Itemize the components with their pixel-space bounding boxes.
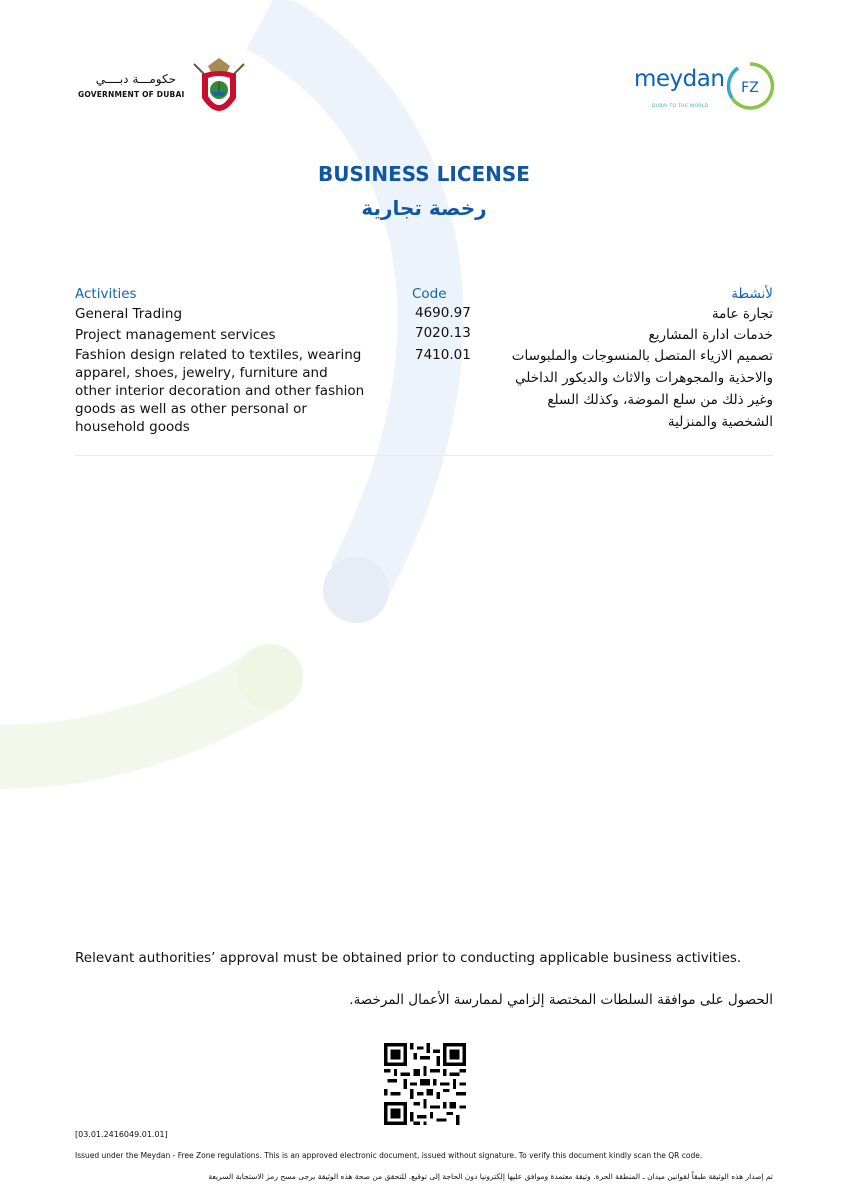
activity-name: General Trading	[75, 306, 183, 322]
fz-ring-icon	[724, 60, 776, 112]
blue-arc	[262, 20, 430, 580]
approval-note-english: Relevant authorities’ approval must be obtained prior to conducting applicable business activities.	[75, 950, 742, 966]
dubai-emblem-icon	[188, 52, 250, 124]
activity-name-arabic: تجارة عامة	[711, 306, 773, 322]
activity-code: 7020.13	[415, 325, 471, 341]
activity-name: Fashion design related to textiles, wearing apparel, shoes, jewelry, furniture and other interior decoration and other fashion goods as well as other personal or household goods	[75, 347, 365, 435]
activities-header: Activities	[75, 286, 137, 302]
activity-code: 7410.01	[415, 347, 471, 363]
meydan-tagline: DUBAI TO THE WORLD	[652, 104, 709, 109]
green-arc	[0, 678, 270, 757]
code-header: Code	[412, 286, 447, 302]
meydan-wordmark: meydan	[634, 66, 725, 92]
activity-code: 4690.97	[415, 305, 471, 321]
government-of-dubai-logo	[78, 52, 253, 124]
activity-name-arabic: تصميم الازياء المتصل بالمنسوجات والملبوسات والاحذية والمجوهرات والاثاث والديكور الداخلي وغير ذلك من سلع الموضة، وكذلك السلع الشخصية والمنزلية	[511, 348, 773, 430]
gov-name-arabic: حكومـــة دبــــي	[95, 72, 176, 86]
fz-text: FZ	[741, 80, 759, 96]
table-divider	[75, 455, 773, 456]
blue-arc-dot	[323, 557, 389, 623]
activity-name-arabic: خدمات ادارة المشاريع	[648, 327, 773, 343]
activities-header-arabic: لأنشطة	[731, 286, 773, 302]
issuance-statement-arabic: تم إصدار هذه الوثيقة طبقاً لقوانين ميدان ـ المنطقة الحرة. وثيقة معتمدة وموافق عليها إلكترونيا دون الحاجة إلى توقيع. للتحقق من صحة هذه الوثيقة يرجى مسح رمز الاستجابة السريعة	[208, 1172, 773, 1181]
license-reference-number: [03.01.2416049.01.01]	[75, 1130, 168, 1139]
license-title-arabic: رخصة تجارية	[361, 196, 487, 220]
meydan-fz-logo	[634, 58, 779, 116]
gov-name-english: GOVERNMENT OF DUBAI	[78, 90, 185, 99]
green-arc-dot	[237, 644, 303, 710]
approval-note-arabic: الحصول على موافقة السلطات المختصة إلزامي لممارسة الأعمال المرخصة.	[349, 992, 773, 1008]
license-title-english: BUSINESS LICENSE	[318, 162, 530, 186]
verification-qr-code[interactable]	[384, 1043, 466, 1125]
issuance-statement-english: Issued under the Meydan - Free Zone regulations. This is an approved electronic document, issued without signature. To verify this document kindly scan the QR code.	[75, 1151, 703, 1160]
activity-name: Project management services	[75, 327, 276, 343]
